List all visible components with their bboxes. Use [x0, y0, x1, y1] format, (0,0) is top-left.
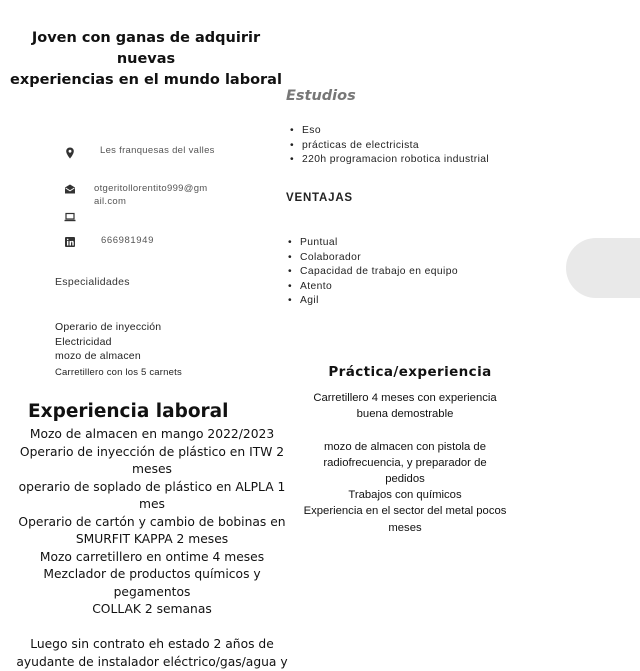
headline-line: Joven con ganas de adquirir nuevas	[8, 28, 284, 70]
studies-title: Estudios	[286, 88, 356, 104]
list-item: • prácticas de electricista	[288, 139, 489, 154]
email-text[interactable]: ail.com	[94, 195, 208, 208]
experience-line: operario de soplado de plástico en ALPLA 1 mes	[6, 479, 298, 514]
list-item: • Colaborador	[286, 251, 458, 266]
practice-line: Carretillero 4 meses con experiencia	[292, 390, 518, 406]
experience-line: Mozo carretillero en ontime 4 meses	[6, 549, 298, 567]
contact-email	[64, 182, 208, 208]
list-item: mozo de almacen	[55, 349, 182, 364]
specialties-list	[55, 320, 182, 380]
experience-line: Luego sin contrato eh estado 2 años de	[6, 636, 298, 654]
experience-title: Experiencia laboral	[28, 401, 229, 422]
list-item: • Capacidad de trabajo en equipo	[286, 265, 458, 280]
experience-line: ayudante de instalador eléctrico/gas/agua y	[6, 654, 298, 671]
experience-line: meses	[6, 461, 298, 479]
practice-line: Experiencia en el sector del metal pocos	[292, 503, 518, 519]
experience-line: SMURFIT KAPPA 2 meses	[6, 531, 298, 549]
experience-line: Operario de cartón y cambio de bobinas en	[6, 514, 298, 532]
practice-line: buena demostrable	[292, 406, 518, 422]
experience-line: Mezclador de productos químicos y pegamentos	[6, 566, 298, 601]
practice-text	[292, 390, 518, 536]
list-item: • 220h programacion robotica industrial	[288, 153, 489, 168]
experience-list	[6, 426, 298, 671]
practice-title: Práctica/experiencia	[296, 364, 524, 380]
phone-text: 666981949	[101, 234, 154, 247]
laptop-icon	[64, 211, 76, 223]
list-item: Operario de inyección	[55, 320, 182, 335]
spacer	[292, 422, 518, 438]
list-item: • Puntual	[286, 236, 458, 251]
contact-phone	[64, 235, 154, 248]
headline-line: experiencias en el mundo laboral	[8, 70, 284, 91]
practice-line: radiofrecuencia, y preparador de	[292, 455, 518, 471]
specialties-label: Especialidades	[55, 276, 130, 288]
advantages-title: VENTAJAS	[286, 192, 353, 204]
email-text[interactable]: otgeritollorentito999@gm	[94, 182, 208, 195]
experience-line: Operario de inyección de plástico en ITW 2	[6, 444, 298, 462]
envelope-icon	[64, 183, 76, 195]
spacer	[6, 619, 298, 637]
experience-line: Mozo de almacen en mango 2022/2023	[6, 426, 298, 444]
practice-line: Trabajos con químicos	[292, 487, 518, 503]
practice-line: pedidos	[292, 471, 518, 487]
headline	[8, 28, 284, 91]
list-item: • Atento	[286, 280, 458, 295]
list-item: • Eso	[288, 124, 489, 139]
list-item: Electricidad	[55, 335, 182, 350]
list-item: • Agil	[286, 294, 458, 309]
experience-line: COLLAK 2 semanas	[6, 601, 298, 619]
contact-location	[64, 146, 215, 159]
decorative-circle	[566, 238, 640, 298]
list-item: Carretillero con los 5 carnets	[55, 366, 182, 381]
contact-web	[64, 210, 90, 223]
location-pin-icon	[64, 147, 76, 159]
linkedin-icon	[64, 236, 76, 248]
location-text: Les franquesas del valles	[100, 144, 215, 157]
studies-list	[288, 124, 489, 168]
advantages-list	[286, 236, 458, 309]
practice-line: mozo de almacen con pistola de	[292, 439, 518, 455]
practice-line: meses	[292, 520, 518, 536]
